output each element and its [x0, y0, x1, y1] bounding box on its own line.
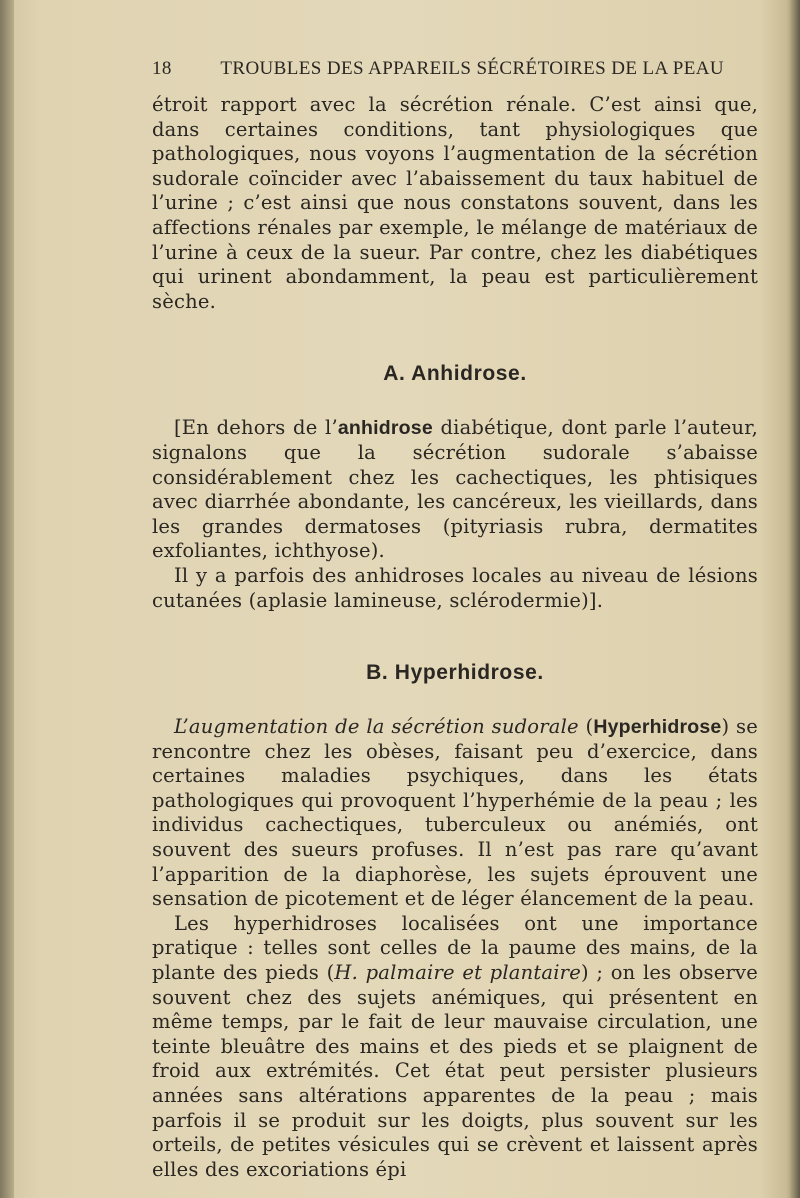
anhidrose-term: anhidrose — [337, 417, 433, 440]
hyperhidrose-p2-text-a: Les hyperhidroses localisées ont une importance pratique : telles sont celles de la paume des mains, de la plante des pieds ( — [152, 911, 758, 985]
anhidrose-p1-text: diabétique, dont parle l’auteur, signalons que la sécrétion sudorale s’abaisse considérablement chez les cachectiques, les phtisiques avec diarrhée abondante, les cancéreux, les vieillards, dans les grandes dermatoses (pityriasis rubra, dermatites exfoliantes, ichthyose). — [152, 416, 758, 563]
page-body — [152, 93, 758, 1182]
hyperhidrose-p1-text: ) se rencontre chez les obèses, faisant peu d’exercice, dans certaines maladies psychiques, dans les états pathologiques qui provoquent l’hyperhémie de la peau ; les individus cachectiques, tuberculeux ou anémiés, ont souvent des sueurs profuses. Il n’est pas rare qu’avant l’apparition de la diaphorèse, les sujets éprouvent une sensation de picotement et de léger élancement de la peau. — [152, 715, 758, 911]
running-header — [152, 58, 724, 80]
hyperhidrose-term: Hyperhidrose — [593, 716, 722, 739]
hyperhidrose-paragraph-1 — [152, 715, 758, 912]
running-title: TROUBLES DES APPAREILS SÉCRÉTOIRES DE LA PEAU — [220, 58, 724, 79]
page-number: 18 — [152, 58, 172, 79]
hyperhidrose-italic-lead: L’augmentation de la sécrétion sudorale — [174, 715, 579, 739]
book-spine-shadow — [0, 0, 14, 1198]
hyperhidrose-open-paren: ( — [578, 715, 594, 739]
anhidrose-paragraph-2: Il y a parfois des anhidroses locales au niveau de lésions cutanées (aplasie lamineuse, sclérodermie)]. — [152, 563, 758, 612]
anhidrose-paragraph-1 — [152, 416, 758, 564]
hyperhidrose-paragraph-2 — [152, 912, 758, 1183]
hyperhidrose-p2-italic: H. palmaire et plantaire — [334, 961, 581, 985]
anhidrose-p1-prefix: [En dehors de l’ — [174, 416, 338, 440]
intro-paragraph: étroit rapport avec la sécrétion rénale. C’est ainsi que, dans certaines conditions, tant physiologiques que pathologiques, nous voyons l’augmentation de la sécrétion sudorale coïncider avec l’abaissement du taux habituel de l’urine ; c’est ainsi que nous constatons souvent, dans les affections rénales par exemple, le mélange de matériaux de l’urine à ceux de la sueur. Par contre, chez les diabétiques qui urinent abondamment, la peau est particulièrement sèche. — [152, 93, 758, 313]
page-edge-shadow — [790, 0, 800, 1198]
section-heading-anhidrose: A. Anhidrose. — [383, 362, 527, 386]
hyperhidrose-p2-text-b: ) ; on les observe souvent chez des sujets anémiques, qui présentent en même temps, par le fait de leur mauvaise circulation, une teinte bleuâtre des mains et des pieds et se plaignent de froid aux extrémités. Cet état peut persister plusieurs années sans altérations apparentes de la peau ; mais parfois il se produit sur les doigts, plus souvent sur les orteils, de petites vésicules qui se crèvent et laissent après elles des excoriations épi — [152, 961, 758, 1181]
section-heading-hyperhidrose: B. Hyperhidrose. — [366, 661, 544, 685]
